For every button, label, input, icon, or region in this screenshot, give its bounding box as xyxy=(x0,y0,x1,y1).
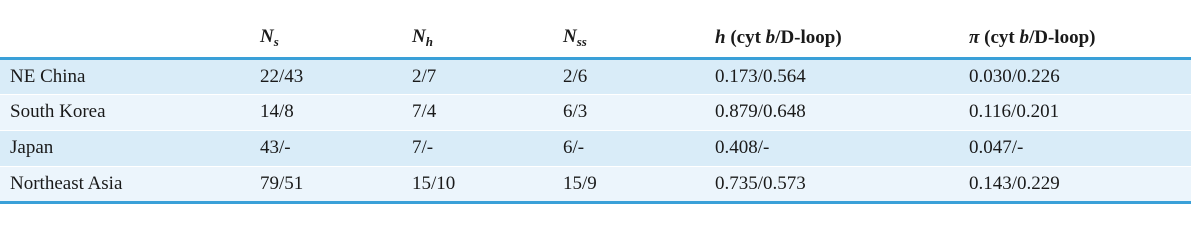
header-h-symbol: h xyxy=(715,27,726,49)
header-ns xyxy=(260,20,412,58)
header-nss-symbol: N xyxy=(563,26,577,48)
cell-nh: 7/- xyxy=(412,130,563,166)
header-ns-subscript: s xyxy=(273,34,279,50)
cell-ns: 79/51 xyxy=(260,166,412,202)
header-nss xyxy=(563,20,715,58)
cell-nss: 6/- xyxy=(563,130,715,166)
cell-nss: 2/6 xyxy=(563,58,715,94)
cell-nh: 15/10 xyxy=(412,166,563,202)
cell-pi: 0.116/0.201 xyxy=(969,94,1191,130)
table-row xyxy=(0,130,1191,166)
table-row xyxy=(0,166,1191,202)
cell-ns: 22/43 xyxy=(260,58,412,94)
table-row xyxy=(0,58,1191,94)
header-h xyxy=(715,20,969,58)
header-h-text-ital: b xyxy=(765,27,776,49)
row-label: NE China xyxy=(0,58,260,94)
header-pi-symbol: π xyxy=(969,27,980,49)
cell-h: 0.173/0.564 xyxy=(715,58,969,94)
header-row xyxy=(0,20,1191,58)
header-pi-text-ital: b xyxy=(1019,27,1029,49)
header-h-text-post: /D-loop) xyxy=(775,27,842,49)
cell-ns: 14/8 xyxy=(260,94,412,130)
cell-ns: 43/- xyxy=(260,130,412,166)
cell-pi: 0.047/- xyxy=(969,130,1191,166)
row-label: Northeast Asia xyxy=(0,166,260,202)
cell-pi: 0.143/0.229 xyxy=(969,166,1191,202)
header-pi-text-pre: (cyt xyxy=(979,27,1020,49)
header-nh-symbol: N xyxy=(412,26,426,48)
header-region xyxy=(0,20,260,58)
cell-h: 0.408/- xyxy=(715,130,969,166)
header-pi xyxy=(969,20,1191,58)
header-nh xyxy=(412,20,563,58)
header-nss-subscript: ss xyxy=(576,34,587,50)
cell-nh: 7/4 xyxy=(412,94,563,130)
cell-h: 0.735/0.573 xyxy=(715,166,969,202)
cell-pi: 0.030/0.226 xyxy=(969,58,1191,94)
header-ns-symbol: N xyxy=(260,26,274,48)
header-nh-subscript: h xyxy=(425,34,433,50)
cell-nss: 15/9 xyxy=(563,166,715,202)
header-pi-text-post: /D-loop) xyxy=(1028,27,1096,49)
table-row xyxy=(0,94,1191,130)
cell-nss: 6/3 xyxy=(563,94,715,130)
header-h-text-pre: (cyt xyxy=(725,27,766,49)
cell-h: 0.879/0.648 xyxy=(715,94,969,130)
population-diversity-table xyxy=(0,20,1191,204)
cell-nh: 2/7 xyxy=(412,58,563,94)
row-label: South Korea xyxy=(0,94,260,130)
row-label: Japan xyxy=(0,130,260,166)
